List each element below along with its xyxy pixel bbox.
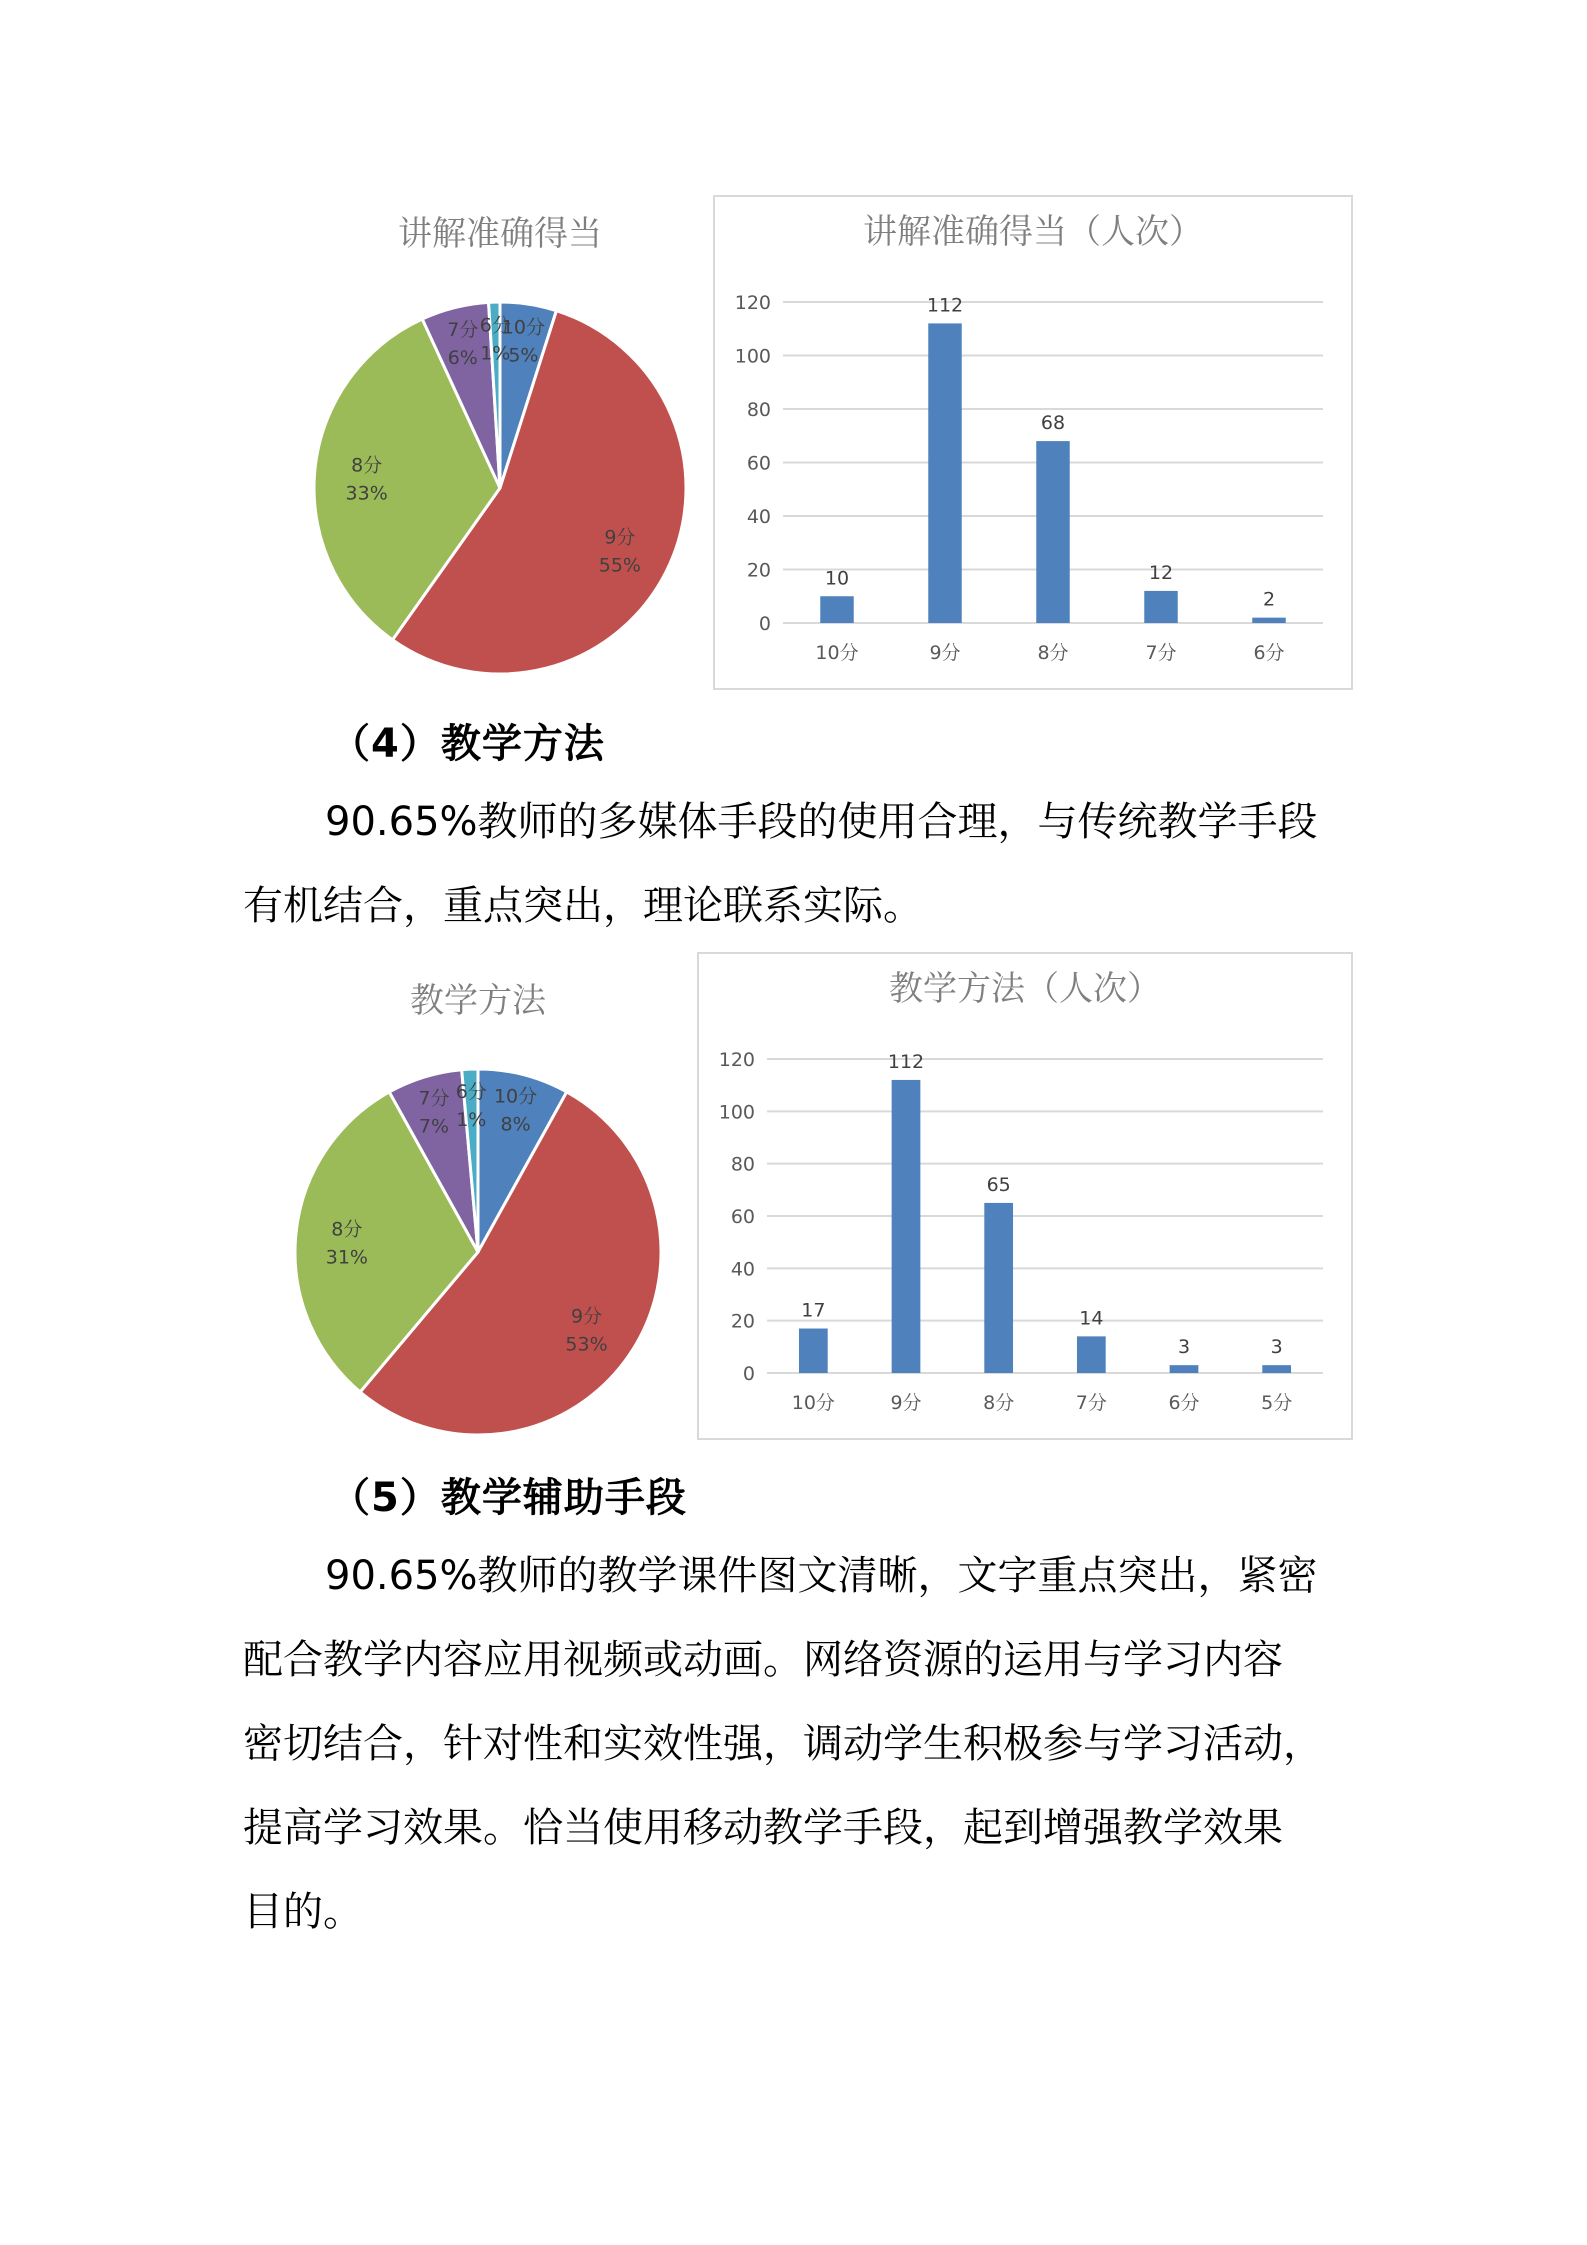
bar-2-xtick-3: 7分 — [1075, 1392, 1107, 1414]
bar-2-ytick-5: 100 — [718, 1101, 755, 1124]
bar-2-xtick-5: 5分 — [1261, 1392, 1293, 1414]
bar-2-bar-0 — [799, 1329, 828, 1373]
bar-2-data-label-5: 3 — [1270, 1336, 1283, 1359]
bar-2-ytick-3: 60 — [730, 1206, 755, 1228]
section-5-heading: （5）教学辅助手段 — [330, 1475, 687, 1521]
bar-2-bar-3 — [1077, 1336, 1106, 1373]
bar-1-data-label-0: 10 — [824, 567, 850, 590]
pie-chart-2 — [278, 960, 698, 1440]
pie-2-label-3: 7分 — [418, 1087, 450, 1110]
bar-1-data-label-2: 68 — [1040, 412, 1066, 435]
section-5-paragraph — [243, 1534, 1353, 1954]
bar-chart-1 — [713, 195, 1353, 690]
bar-1-bar-0 — [820, 596, 853, 623]
bar-2-data-label-0: 17 — [801, 1299, 826, 1322]
pie-2-label-0: 10分 — [493, 1085, 538, 1108]
section-5-line-5: 目的。 — [243, 1889, 363, 1935]
bar-1-bar-1 — [928, 323, 961, 623]
bar-1-xtick-2: 8分 — [1037, 642, 1069, 664]
bar-1-ytick-4: 80 — [746, 399, 771, 421]
bar-2-xtick-1: 9分 — [890, 1392, 922, 1414]
bar-1-ytick-2: 40 — [746, 506, 771, 528]
bar-2-xtick-4: 6分 — [1168, 1392, 1200, 1414]
bar-2-ytick-4: 80 — [730, 1153, 755, 1176]
pie-2-title: 教学方法 — [410, 981, 546, 1021]
bar-1-xtick-3: 7分 — [1145, 642, 1177, 664]
section-5-line-4: 提高学习效果。恰当使用移动教学手段，起到增强教学效果 — [243, 1805, 1283, 1851]
bar-1-ytick-5: 100 — [734, 345, 771, 368]
bar-2-ytick-1: 20 — [730, 1310, 755, 1333]
bar-2-bar-2 — [984, 1203, 1013, 1373]
pie-2-label-4: 6分 — [455, 1081, 487, 1104]
bar-1-data-label-1: 112 — [926, 294, 964, 317]
bar-1-title: 讲解准确得当（人次） — [863, 212, 1203, 252]
bar-2-data-label-3: 14 — [1079, 1307, 1104, 1330]
section-5-line-1: 90.65%教师的教学课件图文清晰，文字重点突出，紧密 — [325, 1553, 1318, 1599]
pie-1-label-3: 7分 — [447, 319, 479, 342]
pie-1-label-1: 9分 — [604, 526, 636, 549]
bar-1-ytick-6: 120 — [734, 292, 771, 314]
bar-2-xtick-2: 8分 — [983, 1392, 1015, 1414]
pie-chart-1 — [290, 200, 710, 690]
bar-2-ytick-0: 0 — [742, 1363, 755, 1385]
bar-chart-1-svg — [715, 197, 1351, 688]
bar-1-xtick-4: 6分 — [1253, 642, 1285, 664]
bar-1-xtick-0: 10分 — [815, 642, 859, 664]
bar-1-xtick-1: 9分 — [929, 642, 961, 664]
bar-2-xtick-0: 10分 — [791, 1392, 835, 1414]
bar-1-ytick-3: 60 — [746, 452, 771, 475]
bar-2-ytick-6: 120 — [718, 1049, 755, 1071]
pie-2-pct-4: 1% — [456, 1109, 487, 1132]
bar-1-data-label-4: 2 — [1262, 588, 1276, 611]
bar-2-title: 教学方法（人次） — [889, 969, 1161, 1009]
bar-2-bar-1 — [892, 1080, 921, 1373]
pie-1-pct-1: 55% — [598, 554, 641, 577]
bar-2-bar-5 — [1262, 1365, 1291, 1373]
bar-2-data-label-1: 112 — [887, 1050, 925, 1073]
pie-1-label-4: 6分 — [479, 314, 511, 337]
pie-2-pct-3: 7% — [418, 1115, 450, 1138]
section-4-line-2: 有机结合，重点突出，理论联系实际。 — [243, 883, 923, 929]
pie-chart-2-svg — [278, 960, 698, 1440]
section-4-heading: （4）教学方法 — [330, 721, 605, 767]
section-4-line-1: 90.65%教师的多媒体手段的使用合理，与传统教学手段 — [325, 799, 1318, 845]
bar-1-ytick-1: 20 — [746, 559, 771, 582]
bar-1-bar-2 — [1036, 441, 1069, 623]
bar-2-bar-4 — [1170, 1365, 1199, 1373]
pie-1-title: 讲解准确得当 — [398, 214, 602, 254]
section-4-paragraph — [243, 780, 1353, 948]
bar-2-data-label-4: 3 — [1177, 1336, 1191, 1359]
pie-2-label-1: 9分 — [570, 1305, 603, 1328]
bar-chart-2-svg — [699, 954, 1351, 1438]
pie-2-pct-0: 8% — [500, 1113, 531, 1136]
pie-1-pct-4: 1% — [480, 342, 511, 365]
pie-1-label-2: 8分 — [351, 454, 383, 477]
section-5-line-3: 密切结合，针对性和实效性强，调动学生积极参与学习活动， — [243, 1721, 1323, 1767]
bar-2-ytick-2: 40 — [730, 1258, 755, 1281]
pie-1-pct-3: 6% — [447, 347, 478, 370]
bar-2-data-label-2: 65 — [986, 1173, 1011, 1196]
bar-chart-2 — [697, 952, 1353, 1440]
pie-chart-1-svg — [290, 200, 710, 690]
bar-1-ytick-0: 0 — [758, 613, 771, 635]
pie-2-pct-1: 53% — [565, 1333, 608, 1356]
pie-2-pct-2: 31% — [325, 1246, 368, 1269]
pie-1-label-0: 10分 — [501, 316, 545, 339]
bar-1-bar-4 — [1252, 618, 1285, 623]
bar-1-data-label-3: 12 — [1148, 561, 1174, 584]
section-5-line-2: 配合教学内容应用视频或动画。网络资源的运用与学习内容 — [243, 1637, 1283, 1683]
pie-2-label-2: 8分 — [331, 1218, 363, 1241]
bar-1-bar-3 — [1144, 591, 1177, 623]
pie-1-pct-2: 33% — [345, 482, 388, 505]
pie-1-pct-0: 5% — [508, 344, 539, 367]
